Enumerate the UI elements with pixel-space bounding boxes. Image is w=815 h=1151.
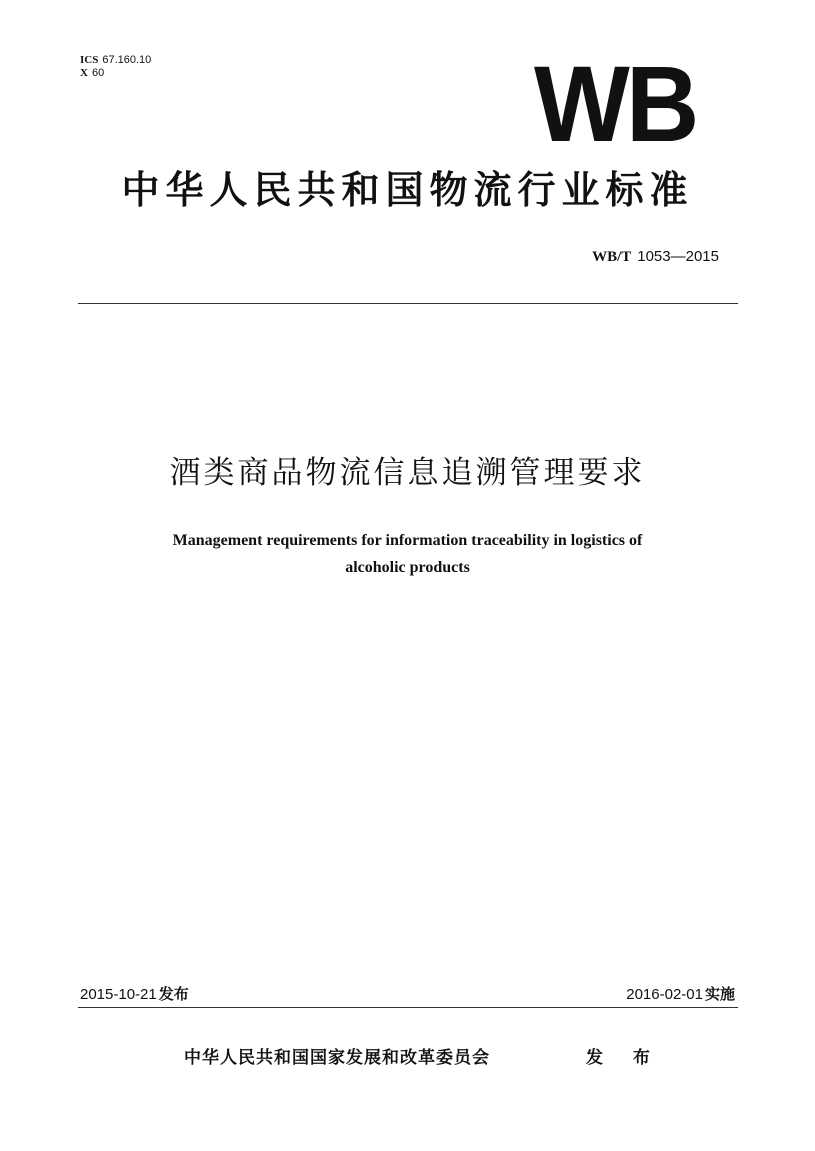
ccs-label: X bbox=[80, 67, 88, 79]
ccs-value: 60 bbox=[91, 67, 105, 79]
document-title-cn: 酒类商品物流信息追溯管理要求 bbox=[169, 455, 646, 491]
top-divider bbox=[78, 303, 738, 304]
title-en-line-1: Management requirements for information traceability in logistics of bbox=[172, 532, 643, 549]
publisher-name: 中华人民共和国国家发展和改革委员会 bbox=[184, 1048, 490, 1068]
document-title-en bbox=[100, 527, 715, 581]
standard-number-value: 1053—2015 bbox=[637, 248, 719, 265]
implementation-date-value: 2016-02-01 bbox=[626, 986, 703, 1003]
ics-code-line bbox=[80, 54, 151, 67]
title-en-line-2: alcoholic products bbox=[345, 559, 470, 576]
standard-number-prefix: WB/T bbox=[592, 249, 632, 265]
ics-value: 67.160.10 bbox=[102, 54, 152, 66]
ics-label: ICS bbox=[80, 54, 99, 66]
standard-number bbox=[592, 247, 719, 266]
ccs-code-line bbox=[80, 67, 151, 80]
industry-standard-title: 中华人民共和国物流行业标准 bbox=[121, 168, 694, 212]
implementation-date bbox=[626, 985, 735, 1004]
issue-date-label: 发布 bbox=[158, 985, 189, 1003]
issue-date bbox=[80, 985, 189, 1004]
issue-date-value: 2015-10-21 bbox=[80, 986, 157, 1003]
publish-label: 发 布 bbox=[586, 1048, 658, 1068]
implementation-date-label: 实施 bbox=[704, 985, 735, 1003]
classification-codes bbox=[80, 54, 151, 80]
bottom-divider bbox=[78, 1007, 738, 1008]
wb-logo: WB bbox=[534, 43, 696, 164]
